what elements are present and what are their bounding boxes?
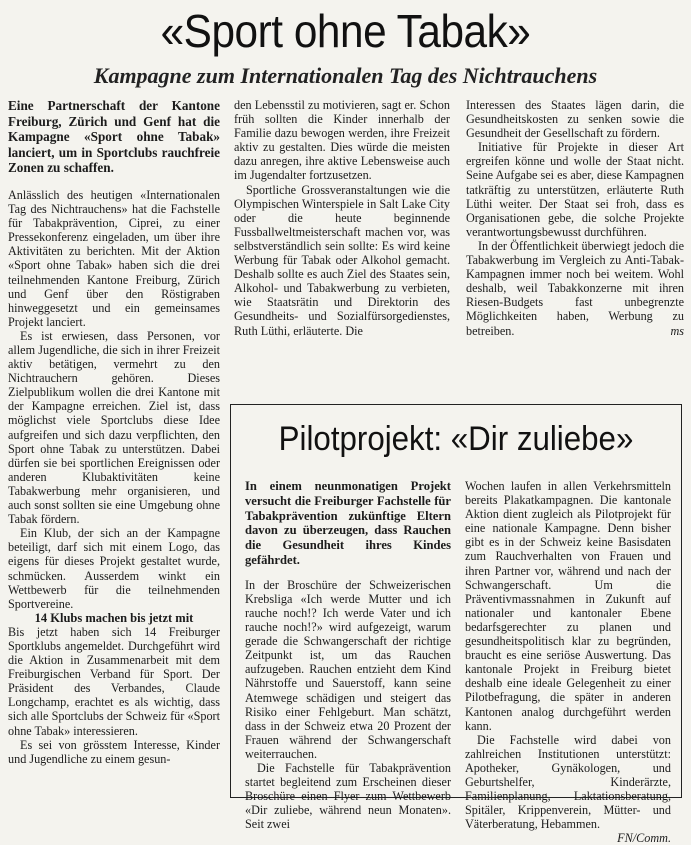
article-paragraph: den Lebensstil zu motivieren, sagt er. Schon früh sollten die Kinder innerhalb der Familie dazu bewogen werden, ihre Freizeit aktiv zu gestalten. Dies würde die meisten dazu anregen, ihre aktive Lebensweise auch im Jugendalter fortzusetzen. [234, 98, 450, 183]
pilot-paragraph: Die Fachstelle wird dabei von zahlreichen Institutionen unterstützt: Apotheker, Gynäkologen, und Geburtshelfer, Kinderärzte, Familienplanung, Laktationsberatung, Spitäler, Krippenverein, Mütter- und Väterberatung, Hebammen. [465, 732, 671, 832]
pilot-column-2 [465, 479, 671, 845]
article-paragraph: Initiative für Projekte in dieser Art ergreifen könne und wolle der Staat nicht. Seine Aufgabe sei es aber, diese Kampagnen tatkräftig zu unterstützen, erläuterte Ruth Lüthi weiter. Der Staat sei froh, dass es Organisationen gebe, die solche Projekte verantwortungsbewusst durchführen. [466, 140, 684, 239]
article-paragraph: Sportliche Grossveranstaltungen wie die Olympischen Winterspiele in Salt Lake City oder die heute beginnende Fussballweltmeisterschaft machen vor, was selbstverständlich sein sollte: Es wird keine Werbung für Tabak oder Alkohol gemacht. Deshalb sollte es auch Ziel des Staates sein, Alkohol- und Tabakwerbung zu verbieten, wie Staatsrätin und Direktorin des Gesundheits- und Sozialfürsorgedienstes, Ruth Lüthi, erläuterte. Die [234, 182, 450, 338]
main-article-column-3 [466, 98, 684, 360]
article-paragraph: Bis jetzt haben sich 14 Freiburger Sportklubs angemeldet. Durchgeführt wird die Aktion in Zusammenarbeit mit dem Freiburgischen Verband für Sport. Der Präsident des Verbandes, Claude Longchamp, erachtet es als wichtig, dass sich alle Sportclubs der Schweiz für «Sport ohne Tabak» interessieren. [8, 624, 220, 738]
article-paragraph: Anlässlich des heutigen «Internationalen Tag des Nichtrauchens» hat die Fachstelle für Tabakprävention, Ciprei, zu einer Pressekonferenz eingeladen, um über ihre Aktivitäten zu berichten. Mit der Aktion «Sport ohne Tabak» haben sich die drei teilnehmenden Kantone Freiburg, Zürich und Genf über den Röstigraben hinweggesetzt und ein gemeinsames Projekt lanciert. [8, 187, 220, 329]
pilot-paragraph: Wochen laufen in allen Verkehrsmitteln bereits Plakatkampagnen. Die kantonale Aktion dient zugleich als Pilotprojekt für eine nationale Kampagne. Denn bisher gibt es in der Schweiz keine Basisdaten zum Rauchverhalten von Frauen und ihren Partner vor, während und nach der Schwangerschaft. Um die Präventivmassnahmen in Zukunft auf nationaler und kantonaler Ebene bedarfsgerechter zu planen und gesundheitspolitisch klar zu begründen, braucht es eine seriöse Auswertung. Das kantonale Projekt in Freiburg bietet deshalb eine ideale Gelegenheit zu einer Pilotbefragung, die später in anderen Kantonen analog durchgeführt werden kann. [465, 479, 671, 733]
article-paragraph: Interessen des Staates lägen darin, die Gesundheitskosten zu senken sowie die Gesundheit der Gesellschaft zu fördern. [466, 98, 684, 141]
pilot-paragraph: In der Broschüre der Schweizerischen Krebsliga «Ich werde Mutter und ich rauche noch!? Ich werde Vater und ich rauche noch!?» wird aufgezeigt, warum gerade die Schwangerschaft der richtige Zeitpunkt ist, um das Rauchen aufzugeben. Rauchen entzieht dem Kind Nährstoffe und Sauerstoff, kann seine Atemwege schädigen und steigert das Risiko einer Fehlgeburt. Man schätzt, dass in der Schweiz etwa 20 Prozent der Frauen während der Schwangerschaft weiterrauchen. [245, 577, 451, 761]
pilot-project-box [230, 404, 682, 845]
pilot-lead: In einem neunmonatigen Projekt versucht die Freiburger Fachstelle für Tabakprävention zukünftige Eltern davon zu überzeugen, dass Rauchen die Gesundheit ihres Kindes gefährdet. [245, 479, 451, 567]
pilot-paragraph: Die Fachstelle für Tabakprävention startet begleitend zum Erscheinen dieser Broschüre einen Flyer zum Wettbewerb «Dir zuliebe, während neun Monaten». Seit zwei [245, 761, 451, 832]
author-signature: ms [670, 323, 684, 338]
subheadline: Kampagne zum Internationalen Tag des Nichtrauchens [93, 63, 598, 88]
headline: «Sport ohne Tabak» [160, 5, 531, 57]
pilot-project-title: Pilotprojekt: «Dir zuliebe» [278, 420, 634, 458]
main-article-column-1 [8, 98, 220, 818]
article-paragraph [466, 239, 684, 338]
article-paragraph: Es sei von grösstem Interesse, Kinder und Jugendliche zu einem gesun- [8, 737, 220, 766]
article-paragraph: Es ist erwiesen, dass Personen, vor allem Jugendliche, die sich in ihrer Freizeit aktiv betätigen, vermehrt zu den Nichtrauchern gehören. Dieses Zielpublikum wollen die drei Kantone mit der Kampagne erreichen. Ziel ist, dass möglichst viele Sportclubs diese Idee aufgreifen und sich dazu verpflichten, den Sport ohne Tabak zu unterstützen. Dabei dürfen sie bei sportlichen Ereignissen oder anderen Klubaktivitäten keine Tabakwerbung mehr organisieren, und auch sonst sollten sie eine Umgebung ohne Tabak fördern. [8, 328, 220, 527]
pilot-column-1 [245, 479, 451, 832]
article-subhead: 14 Klubs machen bis jetzt mit [34, 610, 194, 625]
main-article-lead: Eine Partnerschaft der Kantone Freiburg, Zürich und Genf hat die Kampagne «Sport ohne Tabak» lanciert, um in Sportclubs rauchfreie Zonen zu schaffen. [8, 98, 220, 176]
pilot-signature: FN/Comm. [617, 831, 671, 845]
article-paragraph: Ein Klub, der sich an der Kampagne beteiligt, darf sich mit einem Logo, das eigens für dieses Projekt gestaltet wurde, schmücken. Ausserdem winkt ein Wettbewerb für die teilnehmenden Sportvereine. [8, 526, 220, 611]
main-article-column-2 [234, 98, 450, 360]
article-paragraph-text: In der Öffentlichkeit überwiegt jedoch die Tabakwerbung im Vergleich zu Anti-Tabak-Kampagnen immer noch bei weitem. Wohl deshalb, weil Tabakkonzerne mit ihren Riesen-Budgets fast unbegrenzte Möglichkeiten haben, Werbung zu betreiben. [466, 238, 684, 338]
